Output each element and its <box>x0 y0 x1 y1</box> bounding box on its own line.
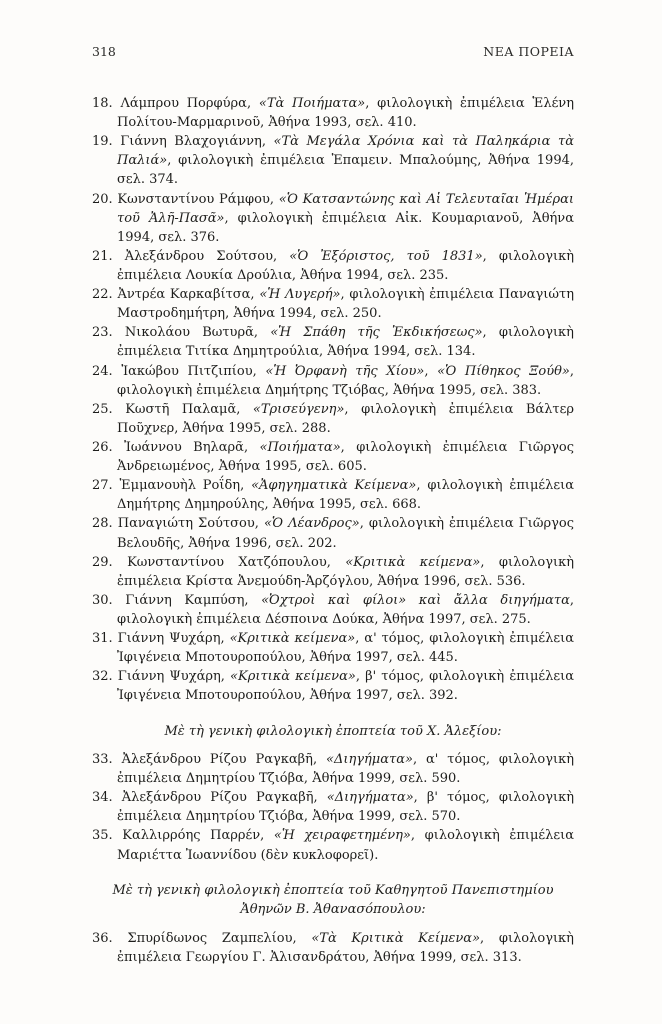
entry-text: , φιλολογικὴ ἐπιμέλεια Δέσποινα Δούκα, Ἀθήνα 1997, σελ. 275. <box>117 592 574 627</box>
bibliography-list <box>92 94 574 967</box>
entry-title: «Ὀχτροὶ καὶ φίλοι» καὶ ἄλλα διηγήματα <box>261 592 570 608</box>
entry-text: , <box>424 363 438 379</box>
entry-text: Σπυρίδωνος Ζαμπελίου, <box>127 930 312 946</box>
entry-text: , φιλολογικὴ ἐπιμέλεια Λουκία Δρούλια, Ἀθήνα 1994, σελ. 235. <box>117 248 574 283</box>
entry-title: «Ἡ Ὀρφανὴ τῆς Χίου» <box>265 363 425 379</box>
entry-text: , φιλολογικὴ ἐπιμέλεια Δημήτρης Δημηρούλης, Ἀθήνα 1995, σελ. 668. <box>117 478 574 513</box>
entry-text: , φιλολογικὴ ἐπιμέλεια Αἰκ. Κουμαριανοῦ, Ἀθήνα 1994, σελ. 376. <box>117 210 574 245</box>
bibliography-entry <box>92 438 574 476</box>
entry-number: 27. <box>92 478 120 494</box>
entry-text: Γιάννη Ψυχάρη, <box>117 631 230 647</box>
bibliography-entry <box>92 190 574 247</box>
entry-number: 34. <box>92 790 122 806</box>
entry-number: 22. <box>92 287 118 303</box>
entry-text: Κωστῆ Παλαμᾶ, <box>125 401 253 417</box>
entry-number: 28. <box>92 516 118 532</box>
entry-title: «Ἡ χειραφετημένη» <box>273 828 411 844</box>
entry-text: , α' τόμος, φιλολογικὴ ἐπιμέλεια Δημητρίου Τζιόβα, Ἀθήνα 1999, σελ. 590. <box>117 752 574 787</box>
entry-text: , φιλολογικὴ ἐπιμέλεια Ἑλένη Πολίτου-Μαρμαρινοῦ, Ἀθήνα 1993, σελ. 410. <box>117 96 574 131</box>
entry-title: «Διηγήματα» <box>326 790 414 806</box>
entry-number: 29. <box>92 554 128 570</box>
entry-text: Ἀλεξάνδρου Ρίζου Ραγκαβῆ, <box>121 752 326 767</box>
entry-text: , φιλολογικὴ ἐπιμέλεια Βάλτερ Ποῦχνερ, Ἀθήνα 1995, σελ. 288. <box>117 401 575 436</box>
entry-number: 30. <box>92 592 126 608</box>
bibliography-entry <box>92 826 574 864</box>
entry-text: , φιλολογικὴ ἐπιμέλεια Γεωργίου Γ. Ἀλισανδράτου, Ἀθήνα 1999, σελ. 313. <box>117 930 574 965</box>
entry-text: , β' τόμος, φιλολογικὴ ἐπιμέλεια Ἰφιγένεια Μποτουροπούλου, Ἀθήνα 1997, σελ. 392. <box>117 669 574 704</box>
entry-title: «Ἡ Σπάθη τῆς Ἐκδικήσεως» <box>270 325 483 341</box>
entry-number: 35. <box>92 828 123 844</box>
entry-text: Ἰακώβου Πιτζιπίου, <box>121 363 266 379</box>
entry-text: Γιάννη Βλαχογιάννη, <box>120 134 274 150</box>
entry-number: 26. <box>92 439 125 455</box>
entry-text: Ἀλεξάνδρου Ρίζου Ραγκαβῆ, <box>121 790 327 806</box>
bibliography-entry <box>92 323 574 361</box>
section-heading: Μὲ τὴ γενικὴ φιλολογικὴ ἐποπτεία τοῦ Καθηγητοῦ Πανεπιστημίου Ἀθηνῶν Β. Ἀθανασόπουλου: <box>112 882 554 918</box>
entry-text: Γιάννη Καμπύση, <box>125 592 262 608</box>
entry-text: Ἐμμανουὴλ Ροΐδη, <box>119 478 252 494</box>
entry-text: Κωνσταντίνου Ράμφου, <box>117 191 279 207</box>
bibliography-entry <box>92 400 574 438</box>
bibliography-entry <box>92 788 574 826</box>
entry-text: Ἰωάννου Βηλαρᾶ, <box>124 439 260 455</box>
entry-text: , φιλολογικὴ ἐπιμέλεια Γιῶργος Ἀνδρειωμένος, Ἀθήνα 1995, σελ. 605. <box>117 439 574 475</box>
entry-number: 31. <box>92 631 118 647</box>
entry-number: 18. <box>92 96 121 111</box>
entry-text: Λάμπρου Πορφύρα, <box>120 96 259 111</box>
bibliography-entry <box>92 553 574 591</box>
entry-title: «Κριτικὰ κείμενα» <box>230 669 356 685</box>
entry-number: 24. <box>92 363 122 379</box>
entry-text: , φιλολογικὴ ἐπιμέλεια Κρίστα Ἀνεμούδη-Ἀρζόγλου, Ἀθήνα 1996, σελ. 536. <box>117 554 574 589</box>
bibliography-entry <box>92 132 574 189</box>
entry-text: , φιλολογικὴ ἐπιμέλεια Παναγιώτη Μαστροδημήτρη, Ἀθήνα 1994, σελ. 250. <box>117 287 574 322</box>
bibliography-entry <box>92 591 574 629</box>
entry-text: , φιλολογικὴ ἐπιμέλεια Γιῶργος Βελουδῆς, Ἀθήνα 1996, σελ. 202. <box>117 516 574 551</box>
entry-title: «Τὰ Μεγάλα Χρόνια καὶ τὰ Παληκάρια τὰ Παλιά» <box>117 134 574 169</box>
journal-title: ΝΕΑ ΠΟΡΕΙΑ <box>483 44 574 59</box>
bibliography-entry <box>92 514 574 552</box>
entry-title: «Ἀφηγηματικὰ Κείμενα» <box>251 478 417 494</box>
entry-text: , α' τόμος, φιλολογικὴ ἐπιμέλεια Ἰφιγένεια Μποτουροπούλου, Ἀθήνα 1997, σελ. 445. <box>117 631 574 666</box>
entry-number: 25. <box>92 401 126 417</box>
bibliography-entry <box>92 750 574 788</box>
entry-text: Νικολάου Βωτυρᾶ, <box>124 325 271 341</box>
entry-title: «Ὁ Πίθηκος Ξούθ» <box>437 363 570 379</box>
entry-title: «Κριτικὰ κείμενα» <box>345 554 481 570</box>
entry-title: «Ὁ Λέανδρος» <box>263 516 360 532</box>
entry-text: Κωνσταντίνου Χατζόπουλου, <box>127 554 346 570</box>
entry-title: «Ποιήματα» <box>259 439 341 455</box>
entry-text: , φιλολογικὴ ἐπιμέλεια Δημήτρης Τζιόβας, Ἀθήνα 1995, σελ. 383. <box>117 363 575 398</box>
section-heading: Μὲ τὴ γενικὴ φιλολογικὴ ἐποπτεία τοῦ Χ. Ἀλεξίου: <box>164 723 502 739</box>
entry-title: «Διηγήματα» <box>326 752 413 767</box>
entry-number: 36. <box>92 930 128 946</box>
bibliography-entry <box>92 476 574 514</box>
entry-text: , β' τόμος, φιλολογικὴ ἐπιμέλεια Δημητρίου Τζιόβα, Ἀθήνα 1999, σελ. 570. <box>117 790 575 825</box>
entry-title: «Κριτικὰ κείμενα» <box>229 631 356 647</box>
entry-text: , φιλολογικὴ ἐπιμέλεια Μαριέττα Ἰωαννίδου (δὲν κυκλοφορεῖ). <box>117 828 574 863</box>
entry-title: «Ὁ Κατσαντώνης καὶ Αἱ Τελευταῖαι Ἡμέραι τοῦ Ἀλῆ-Πασᾶ» <box>117 191 574 226</box>
entry-text: Καλλιρρόης Παρρέν, <box>122 828 274 844</box>
entry-number: 33. <box>92 752 122 767</box>
bibliography-entry <box>92 94 574 132</box>
bibliography-entry <box>92 629 574 667</box>
entry-title: «Ὁ Ἐξόριστος, τοῦ 1831» <box>289 248 483 264</box>
entry-text: Γιάννη Ψυχάρη, <box>117 669 231 685</box>
entry-title: «Ἡ Λυγερή» <box>259 287 341 303</box>
entry-number: 32. <box>92 669 118 685</box>
entry-text: Παναγιώτη Σούτσου, <box>117 516 264 532</box>
bibliography-entry <box>92 362 574 400</box>
entry-text: , φιλολογικὴ ἐπιμέλεια Τιτίκα Δημητρούλια, Ἀθήνα 1994, σελ. 134. <box>117 325 574 360</box>
page-number: 318 <box>92 44 116 59</box>
entry-text: Ἀλεξάνδρου Σούτσου, <box>124 248 290 264</box>
entry-text: Ἀντρέα Καρκαβίτσα, <box>117 287 260 303</box>
bibliography-entry <box>92 247 574 285</box>
entry-number: 19. <box>92 134 121 150</box>
entry-number: 21. <box>92 248 125 264</box>
entry-title: «Τὰ Κριτικὰ Κείμενα» <box>311 930 481 946</box>
bibliography-entry <box>92 929 574 967</box>
bibliography-entry <box>92 285 574 323</box>
page-header <box>92 44 574 59</box>
entry-title: «Τὰ Ποιήματα» <box>258 96 366 111</box>
bibliography-entry <box>92 667 574 705</box>
entry-title: «Τρισεύγενη» <box>252 401 345 417</box>
entry-text: , φιλολογικὴ ἐπιμέλεια Ἐπαμειν. Μπαλούμης, Ἀθήνα 1994, σελ. 374. <box>117 153 574 188</box>
entry-number: 20. <box>92 191 118 207</box>
entry-number: 23. <box>92 325 125 341</box>
